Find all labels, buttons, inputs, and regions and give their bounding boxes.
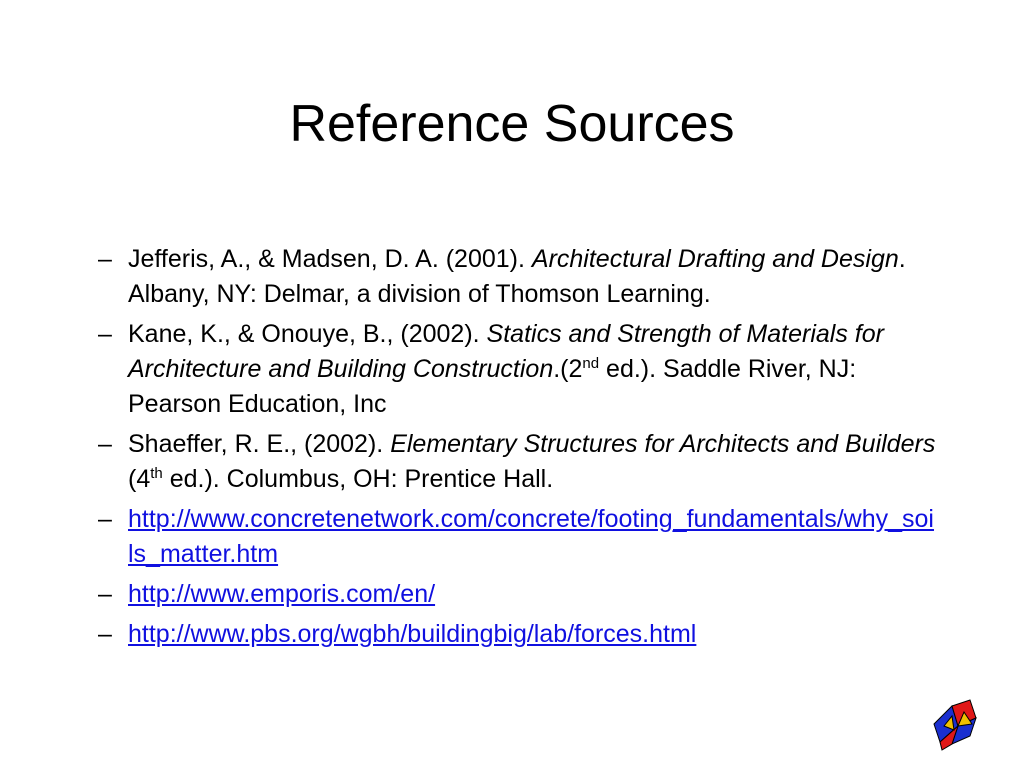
link-concretenetwork[interactable]: http://www.concretenetwork.com/concrete/footing_fundamentals/why_soils_matter.htm bbox=[128, 505, 934, 568]
slide-title: Reference Sources bbox=[289, 95, 735, 153]
reference-authors: Jefferis, A., & Madsen, D. A. (2001). bbox=[128, 245, 532, 273]
reference-book-title: Elementary Structures for Architects and Builders bbox=[390, 430, 936, 458]
reference-edition: .(2 bbox=[553, 355, 583, 383]
bullet-dash: – bbox=[98, 430, 112, 458]
reference-list bbox=[98, 242, 938, 657]
bullet-dash: – bbox=[98, 245, 112, 273]
edition-superscript: nd bbox=[582, 355, 600, 372]
reference-book-title: Statics and Strength of Materials for Architecture and Building Construction bbox=[128, 320, 884, 383]
reference-item bbox=[98, 242, 938, 312]
reference-item bbox=[98, 427, 938, 497]
reference-publisher: . Albany, NY: Delmar, a division of Thomson Learning. bbox=[128, 245, 906, 308]
reference-item bbox=[98, 502, 938, 572]
edition-superscript: th bbox=[150, 465, 163, 482]
bullet-dash: – bbox=[98, 620, 112, 648]
reference-item bbox=[98, 317, 938, 422]
reference-item bbox=[98, 577, 938, 612]
reference-authors: Shaeffer, R. E., (2002). bbox=[128, 430, 391, 458]
reference-publisher: ed.). Columbus, OH: Prentice Hall. bbox=[162, 465, 554, 493]
reference-edition: (4 bbox=[128, 465, 151, 493]
reference-publisher: ed.). Saddle River, NJ: Pearson Education, Inc bbox=[128, 355, 857, 418]
link-pbs-buildingbig[interactable]: http://www.pbs.org/wgbh/buildingbig/lab/forces.html bbox=[128, 620, 697, 648]
reference-book-title: Architectural Drafting and Design bbox=[531, 245, 899, 273]
reference-item bbox=[98, 617, 938, 652]
pbs-building-big-icon bbox=[928, 696, 984, 752]
link-emporis[interactable]: http://www.emporis.com/en/ bbox=[128, 580, 436, 608]
bullet-dash: – bbox=[98, 580, 112, 608]
reference-authors: Kane, K., & Onouye, B., (2002). bbox=[128, 320, 487, 348]
bullet-dash: – bbox=[98, 505, 112, 533]
bullet-dash: – bbox=[98, 320, 112, 348]
